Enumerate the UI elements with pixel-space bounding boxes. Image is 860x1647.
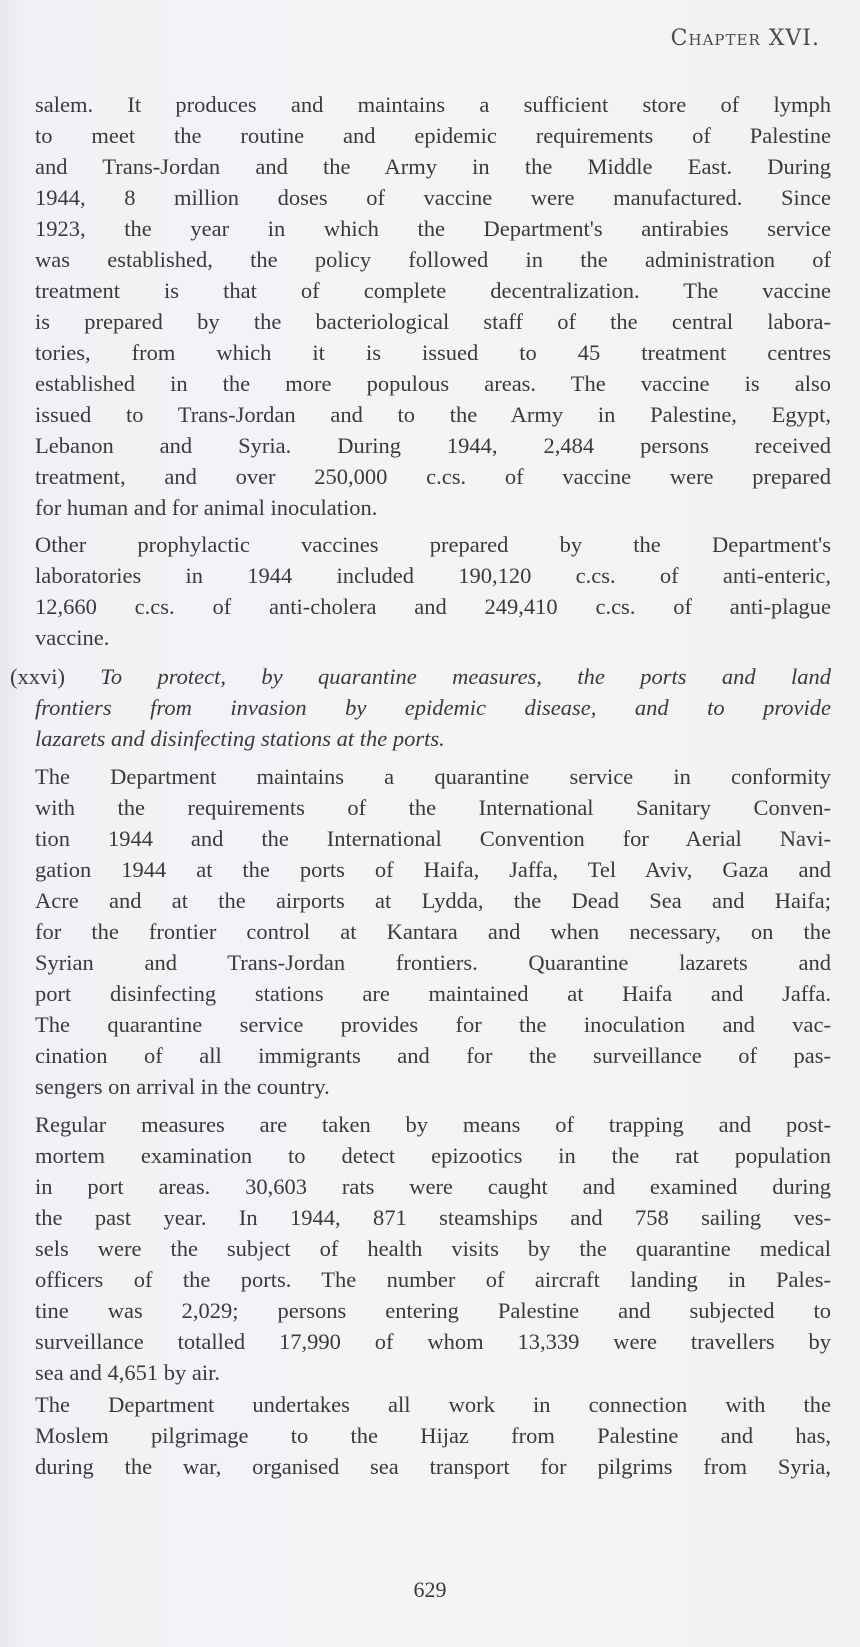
page-number: 629: [413, 1577, 447, 1602]
text-line: The quarantine service provides for the inoculation and vac-: [35, 1012, 831, 1037]
text-line: to meet the routine and epidemic requirements of Palestine: [35, 123, 831, 148]
text-line: vaccine.: [35, 625, 110, 650]
text-line: gation 1944 at the ports of Haifa, Jaffa, Tel Aviv, Gaza and: [35, 857, 831, 882]
section-numeral: (xxvi): [10, 664, 65, 689]
text-line: 12,660 c.cs. of anti-cholera and 249,410 c.cs. of anti-plague: [35, 594, 831, 619]
text-line: Acre and at the airports at Lydda, the Dead Sea and Haifa;: [35, 888, 831, 913]
text-line: the past year. In 1944, 871 steamships and 758 sailing ves-: [35, 1205, 831, 1230]
text-line: tion 1944 and the International Convention for Aerial Navi-: [35, 826, 831, 851]
text-line: in port areas. 30,603 rats were caught and examined during: [35, 1174, 831, 1199]
text-line: during the war, organised sea transport for pilgrims from Syria,: [35, 1454, 831, 1479]
section-heading-line: frontiers from invasion by epidemic disease, and to provide: [35, 695, 831, 720]
text-line: Syrian and Trans-Jordan frontiers. Quarantine lazarets and: [35, 950, 831, 975]
text-line: treatment is that of complete decentralization. The vaccine: [35, 278, 831, 303]
text-line: port disinfecting stations are maintained at Haifa and Jaffa.: [35, 981, 831, 1006]
text-line: laboratories in 1944 included 190,120 c.cs. of anti-enteric,: [35, 563, 831, 588]
text-line: Lebanon and Syria. During 1944, 2,484 persons received: [35, 433, 831, 458]
text-line: officers of the ports. The number of aircraft landing in Pales-: [35, 1267, 831, 1292]
text-line: cination of all immigrants and for the surveillance of pas-: [35, 1043, 831, 1068]
text-line: tories, from which it is issued to 45 treatment centres: [35, 340, 831, 365]
text-line: mortem examination to detect epizootics in the rat population: [35, 1143, 831, 1168]
text-line: tine was 2,029; persons entering Palestine and subjected to: [35, 1298, 831, 1323]
text-line: with the requirements of the International Sanitary Conven-: [35, 795, 831, 820]
text-line: and Trans-Jordan and the Army in the Middle East. During: [35, 154, 831, 179]
text-line: for human and for animal inoculation.: [35, 495, 378, 520]
text-line: for the frontier control at Kantara and when necessary, on the: [35, 919, 831, 944]
text-line: salem. It produces and maintains a sufficient store of lymph: [35, 92, 831, 117]
text-line: sengers on arrival in the country.: [35, 1074, 330, 1099]
text-line: established in the more populous areas. The vaccine is also: [35, 371, 831, 396]
text-line: was established, the policy followed in the administration of: [35, 247, 831, 272]
chapter-heading: Chapter XVI.: [670, 26, 820, 51]
text-line: Moslem pilgrimage to the Hijaz from Palestine and has,: [35, 1423, 831, 1448]
text-line: surveillance totalled 17,990 of whom 13,339 were travellers by: [35, 1329, 831, 1354]
text-line: 1944, 8 million doses of vaccine were manufactured. Since: [35, 185, 831, 210]
text-line: treatment, and over 250,000 c.cs. of vaccine were prepared: [35, 464, 831, 489]
text-line: sels were the subject of health visits by the quarantine medical: [35, 1236, 831, 1261]
text-line: Regular measures are taken by means of trapping and post-: [35, 1112, 831, 1137]
text-line: The Department undertakes all work in connection with the: [35, 1392, 831, 1417]
text-line: The Department maintains a quarantine service in conformity: [35, 764, 831, 789]
section-heading-text: To protect, by quarantine measures, the ports and land: [100, 664, 831, 689]
text-line: Other prophylactic vaccines prepared by the Department's: [35, 532, 831, 557]
section-heading-line: [10, 662, 831, 692]
text-line: is prepared by the bacteriological staff of the central labora-: [35, 309, 831, 334]
section-heading-line: lazarets and disinfecting stations at the ports.: [35, 726, 445, 751]
text-line: 1923, the year in which the Department's antirabies service: [35, 216, 831, 241]
text-line: sea and 4,651 by air.: [35, 1360, 220, 1385]
text-line: issued to Trans-Jordan and to the Army in Palestine, Egypt,: [35, 402, 831, 427]
